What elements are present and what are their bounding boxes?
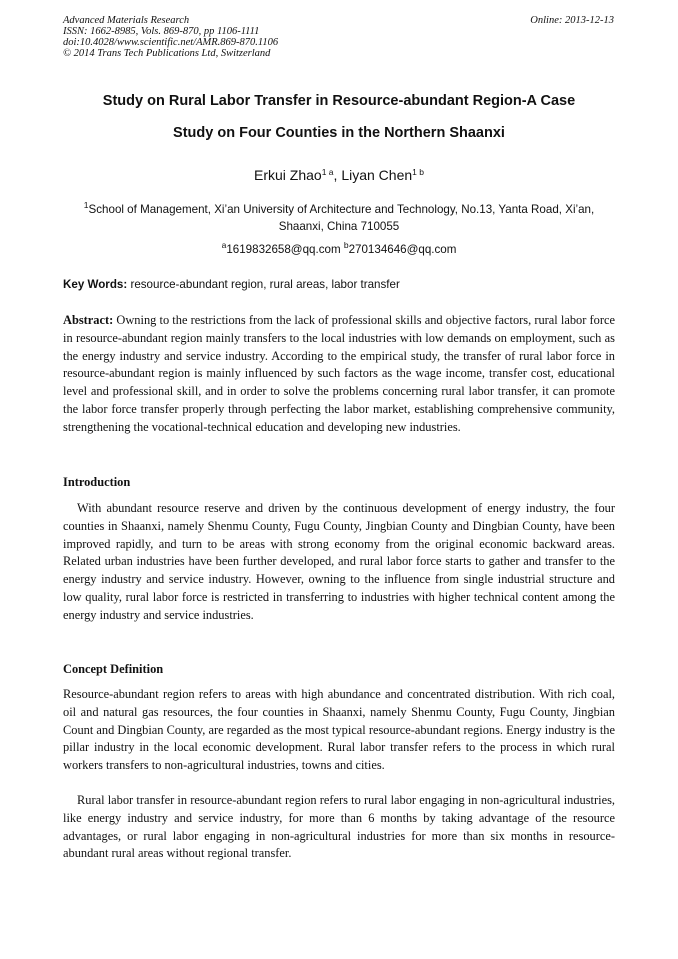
affiliation-mark: 1 [83, 200, 89, 210]
author-name: Liyan Chen [341, 167, 413, 183]
keywords [63, 278, 615, 291]
author-name: Erkui Zhao [254, 167, 322, 183]
email-mark: b [343, 240, 349, 250]
journal-header [63, 15, 278, 59]
author-separator: , [333, 167, 342, 183]
online-date: Online: 2013-12-13 [530, 15, 614, 26]
keywords-text: resource-abundant region, rural areas, labor transfer [130, 278, 400, 291]
email-address: 270134646@qq.com [348, 243, 457, 256]
journal-name: Advanced Materials Research [63, 15, 190, 26]
author-affiliation-mark: 1 a [321, 167, 334, 177]
keywords-label: Key Words: [63, 278, 128, 291]
email-list [63, 240, 615, 256]
section-heading-introduction: Introduction [63, 475, 131, 489]
abstract [63, 312, 615, 437]
abstract-label: Abstract: [63, 313, 114, 327]
email-address: 1619832658@qq.com [226, 243, 341, 256]
author-affiliation-mark: 1 b [412, 167, 424, 177]
introduction-paragraph: With abundant resource reserve and driven by the continuous development of energy industry, the four counties in Shaanxi, namely Shenmu County, Fugu County, Jingbian County and Dingbian County, have been improved rapidly, and turn to be areas with strong economy from the original economic backward areas. Related urban industries have been further developed, and rural labor force starts to gather and transfer to the energy industry and service industry. However, owning to the influence from single industrial structure and low quality, rural labor force is restricted in transferring to industries with higher technical content among the energy industry and service industries. [63, 501, 615, 622]
doi-line: doi:10.4028/www.scientific.net/AMR.869-870.1106 [63, 37, 279, 48]
concept-paragraph: Rural labor transfer in resource-abundant region refers to rural labor engaging in non-agricultural industries, like energy industry and service industry, for more than 6 months by taking advantage of the resource advantages, or rural labor engaging in non-agricultural industries for more than six months in resource-abundant rural areas without regional transfer. [63, 793, 615, 861]
issn-line: ISSN: 1662-8985, Vols. 869-870, pp 1106-1111 [63, 26, 260, 37]
affiliation-text: School of Management, Xi’an University of Architecture and Technology, No.13, Yanta Road, Xi’an, Shaanxi, China 710055 [88, 203, 595, 233]
copyright-line: © 2014 Trans Tech Publications Ltd, Switzerland [63, 48, 271, 59]
author-list [63, 167, 615, 183]
paper-title-line-1: Study on Rural Labor Transfer in Resource-abundant Region-A Case [102, 93, 576, 109]
paper-title-line-2: Study on Four Counties in the Northern Shaanxi [173, 125, 505, 141]
email-mark: a [221, 240, 227, 250]
abstract-text: Owning to the restrictions from the lack of professional skills and objective factors, rural labor force in resource-abundant region mainly transfers to the local industries with low demands on employment, such as the energy industry and service industry. According to the empirical study, the transfer of rural labor force in resource-abundant region is mainly influenced by such factors as the wage income, transfer cost, educational level and professional skill, and in order to solve the problems concerning rural labor transfer, it can promote the labor force transfer properly through perfecting the labor market, establishing comprehensive community, strengthening the vocational-technical education and developing new industries. [63, 313, 615, 434]
affiliation [63, 202, 615, 235]
concept-paragraph: Resource-abundant region refers to areas with high abundance and concentrated distribution. With rich coal, oil and natural gas resources, the four counties in Shaanxi, namely Shenmu County, Fugu County, Jingbian Count and Dingbian County, are regarded as the most typical resource-abundant regions. Energy industry is the pillar industry in the local economic development. Rural labor transfer refers to the process in which rural workers transfers to non-agricultural industries, towns and cities. [63, 687, 615, 773]
section-heading-concept-definition: Concept Definition [63, 662, 164, 676]
